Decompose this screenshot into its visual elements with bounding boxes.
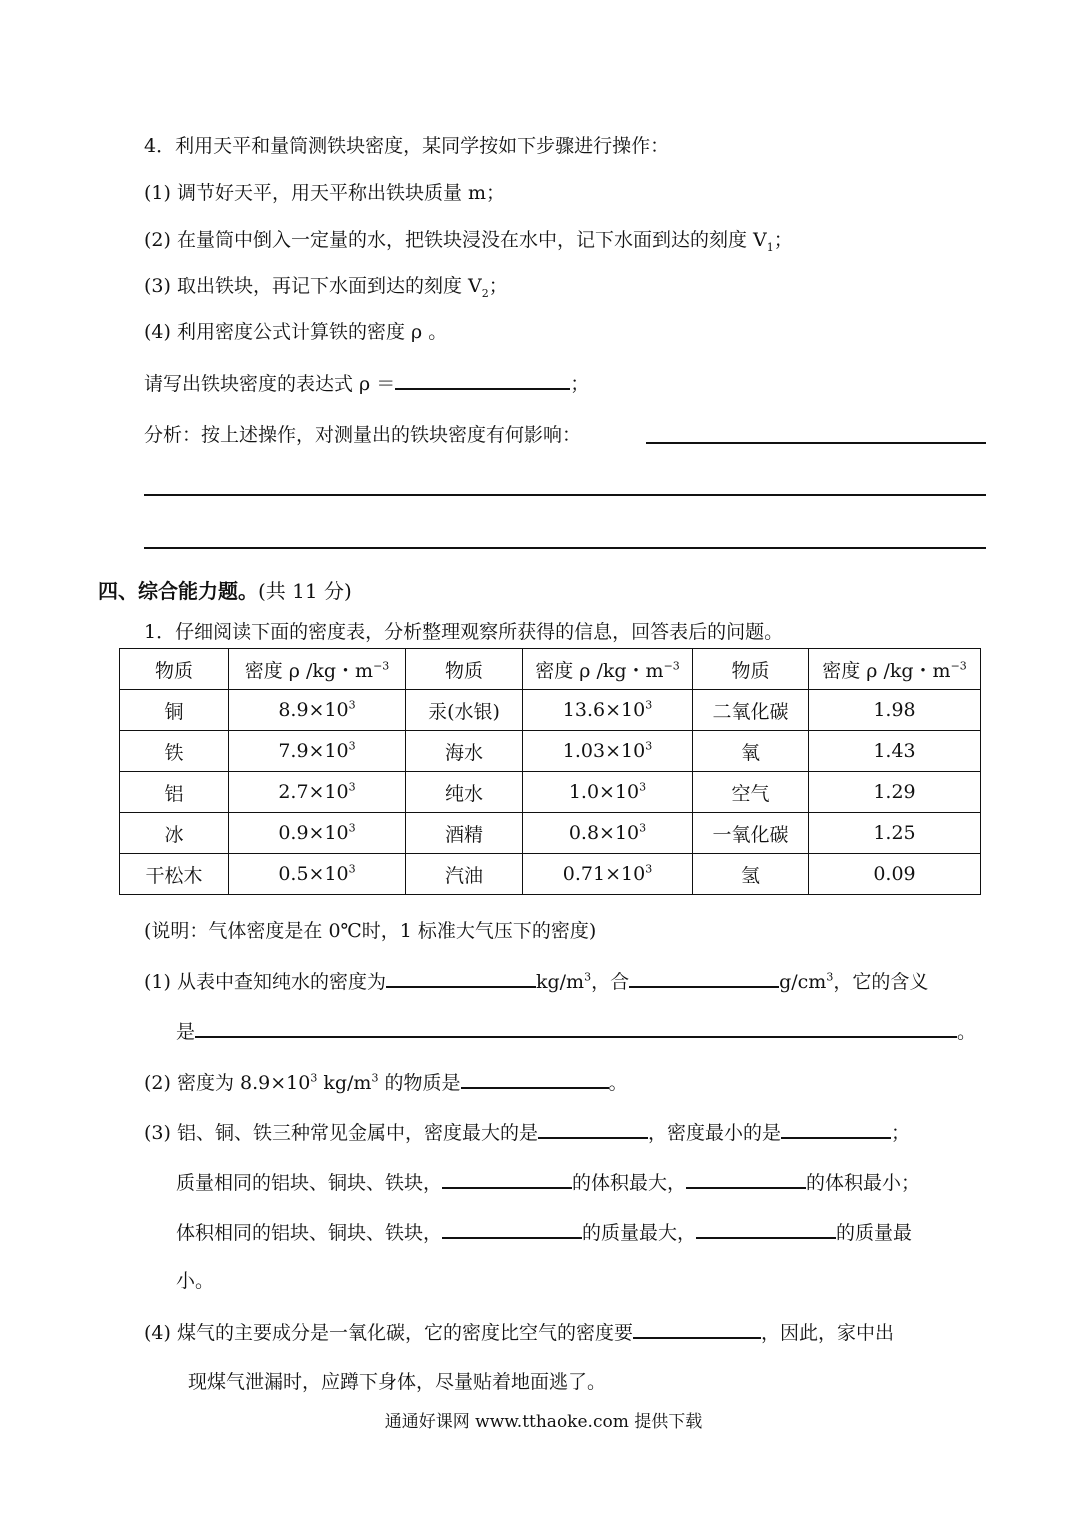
footer-source: 通通好课网 www.tthaoke.com 提供下载 [384,1412,703,1432]
max-mass-blank[interactable] [442,1219,582,1239]
table-cell: 二氧化碳 [693,690,809,731]
gcm3-blank[interactable] [629,968,779,988]
q4-intro: 4．利用天平和量筒测铁块密度，某同学按如下步骤进行操作： [144,135,670,157]
question-3: (3) 铝、铜、铁三种常见金属中，密度最大的是 ，密度最小的是 ； [144,1119,910,1146]
q4-expression: 请写出铁块密度的表达式 ρ ＝ ； [144,370,589,397]
analysis-blank-2[interactable] [144,494,986,496]
table-cell: 海水 [406,731,523,772]
table-cell: 干松木 [120,854,229,895]
q4-step-2: (2) 在量筒中倒入一定量的水，把铁块浸没在水中，记下水面到达的刻度 $V_1$； [144,229,793,254]
analysis-blank-3[interactable] [144,547,986,549]
table-cell: 铁 [120,731,229,772]
table-cell: 氢 [693,854,809,895]
section-heading: 四、综合能力题。(共 11 分) [98,579,352,603]
table-row [120,772,981,813]
question-3-end: 小。 [176,1270,215,1292]
header-cell: 物质 [693,649,809,690]
table-cell: 铜 [120,690,229,731]
q4-step-4: (4) 利用密度公式计算铁的密度 ρ 。 [144,321,448,343]
table-note: (说明：气体密度是在 0℃时，1 标准大气压下的密度) [144,920,597,942]
question-3-volume: 体积相同的铝块、铜块、铁块， 的质量最大， 的质量最 [176,1219,912,1246]
table-cell: $1.03\times 10^3$ [523,731,693,772]
table-cell: 1.98 [809,690,981,731]
question-2: (2) 密度为 $8.9\times 10^3$ $kg/m^3$ 的物质是 。 [144,1069,628,1096]
max-volume-blank[interactable] [442,1169,572,1189]
table-cell: 汞(水银) [406,690,523,731]
header-cell: 密度 ρ /kg・$m^{-3}$ [523,649,693,690]
table-cell: 1.43 [809,731,981,772]
min-density-blank[interactable] [781,1119,891,1139]
table-cell: $0.5\times 10^3$ [229,854,406,895]
table-cell: 空气 [693,772,809,813]
question-4: (4) 煤气的主要成分是一氧化碳，它的密度比空气的密度要 ，因此，家中出 [144,1319,894,1346]
table-cell: 汽油 [406,854,523,895]
table-cell: $0.8\times 10^3$ [523,813,693,854]
table-cell: 1.25 [809,813,981,854]
meaning-blank[interactable] [195,1018,957,1038]
pure-water-density-blank[interactable] [386,968,536,988]
table-cell: $2.7\times 10^3$ [229,772,406,813]
table-cell: 纯水 [406,772,523,813]
table-cell: 酒精 [406,813,523,854]
q4-step-1: (1) 调节好天平，用天平称出铁块质量 m； [144,182,506,204]
question-1-cont: 是 。 [176,1018,976,1045]
expression-blank[interactable] [395,370,570,390]
table-cell: 铝 [120,772,229,813]
table-cell: 冰 [120,813,229,854]
table-cell: 0.09 [809,854,981,895]
table-cell: $1.0\times 10^3$ [523,772,693,813]
table-cell: 氧 [693,731,809,772]
q4-step-3: (3) 取出铁块，再记下水面到达的刻度 $V_2$； [144,275,508,300]
header-cell: 物质 [120,649,229,690]
table-cell: 1.29 [809,772,981,813]
table-row [120,731,981,772]
max-density-blank[interactable] [538,1119,648,1139]
table-cell: $13.6\times 10^3$ [523,690,693,731]
header-cell: 物质 [406,649,523,690]
table-header-row [120,649,981,690]
header-cell: 密度 ρ /kg・$m^{-3}$ [229,649,406,690]
question-4-cont: 现煤气泄漏时，应蹲下身体，尽量贴着地面逃了。 [188,1371,607,1393]
analysis-blank-1[interactable] [646,442,986,444]
question-1: (1) 从表中查知纯水的密度为 $kg/m^3$，合 $g/cm^3$，它的含义 [144,968,928,995]
question-3-mass: 质量相同的铝块、铜块、铁块， 的体积最大， 的体积最小； [176,1169,920,1196]
q4-analysis: 分析：按上述操作，对测量出的铁块密度有何影响： [144,424,582,446]
table-cell: 一氧化碳 [693,813,809,854]
table-row [120,854,981,895]
substance-blank[interactable] [461,1069,609,1089]
table-cell: $8.9\times 10^3$ [229,690,406,731]
table-row [120,813,981,854]
q1-intro: 1．仔细阅读下面的密度表，分析整理观察所获得的信息，回答表后的问题。 [144,621,784,643]
min-volume-blank[interactable] [686,1169,806,1189]
min-mass-blank[interactable] [696,1219,836,1239]
header-cell: 密度 ρ /kg・$m^{-3}$ [809,649,981,690]
co-density-blank[interactable] [633,1319,761,1339]
density-table [119,648,981,895]
table-cell: $0.9\times 10^3$ [229,813,406,854]
table-cell: $7.9\times 10^3$ [229,731,406,772]
table-row [120,690,981,731]
table-cell: $0.71\times 10^3$ [523,854,693,895]
